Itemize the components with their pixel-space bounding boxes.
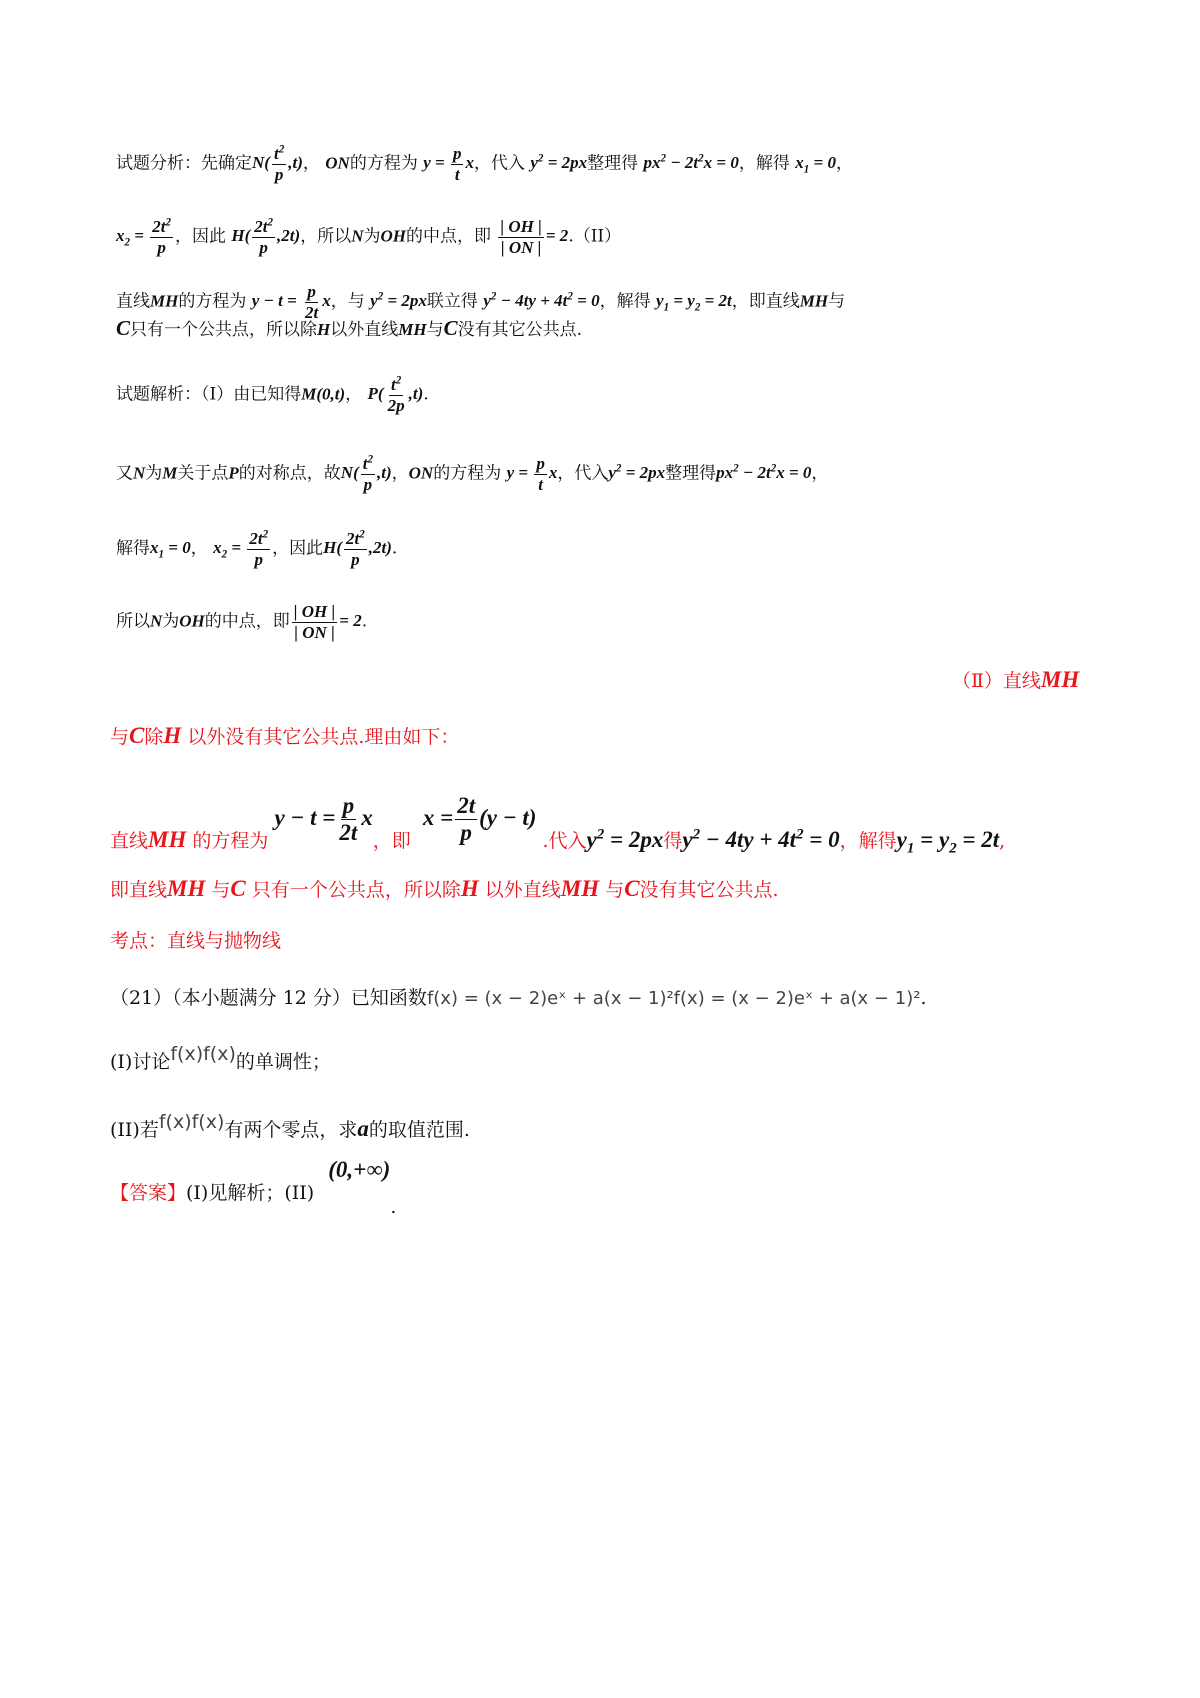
function-image-text: f(x) = (x − 2)eˣ + a(x − 1)²f(x) = (x − 2)eˣ + a(x − 1)² (426, 988, 921, 1009)
analysis-line-2: $x_2$ = $\frac{2t^2}{p}$ ，因此 H( $\frac{2t^2}{p}$ ,2t)，所以N为OH的中点，即 $\frac{| OH |}{| ON |}$ = 2.（II） (116, 216, 622, 257)
question-21-i: (I)讨论f(x)f(x)的单调性； (110, 1043, 331, 1073)
question-21: （21）（本小题满分 12 分）已知函数f(x) = (x − 2)eˣ + a(x − 1)²f(x) = (x − 2)eˣ + a(x − 1)². (110, 987, 927, 1009)
math-on-equation: y = $\frac{p}{t}$ x (423, 144, 474, 184)
part2-line-3: 即直线MH 与C 只有一个公共点，所以除H 以外直线MH 与C没有其它公共点. (110, 876, 779, 901)
analysis-line-1: 试题分析：先确定N( $\frac{t^2}{p}$ ,t)， ON的方程为 y = $\frac{p}{t}$ x，代入 $y^2 = 2px$整理得 $px^2 - 2t^2x = 0$，解得 $x_1 = 0$， (116, 143, 853, 184)
answer-line: 【答案】(I)见解析；(II) (0,+∞). (110, 1157, 397, 1218)
part2-line-1: 与C除H 以外没有其它公共点.理由如下： (110, 723, 460, 748)
solution-line-3: 解得$x_1 = 0$， $x_2$ = $\frac{2t^2}{p}$ ，因此H( $\frac{2t^2}{p}$ ,2t). (116, 528, 398, 569)
solution-line-4: 所以N为OH的中点，即 $\frac{| OH |}{| ON |}$ = 2. (116, 602, 368, 642)
question-21-ii: (II)若f(x)f(x)有两个零点，求a的取值范围. (110, 1111, 470, 1141)
analysis-label: 试题分析：先确定 (116, 153, 252, 174)
part2-heading: （Ⅱ）直线MH (952, 667, 1080, 692)
math-n-point: N( $\frac{t^2}{p}$ ,t) (252, 143, 303, 184)
solution-line-2: 又N为M关于点P的对称点，故N( $\frac{t^2}{p}$ ,t)，ON的方程为 y = $\frac{p}{t}$ x，代入$y^2 = 2px$整理得$px^2 - 2t^2x = 0$， (116, 453, 829, 494)
part2-line-2: 直线MH 的方程为 y − t = $\frac{p}{2t}$ x，即 x = $\frac{2t}{p}$ (y − t) .代入$y^2 = 2px$得$y^2 - 4ty + 4t^2 = 0$，解得$y_1 = y_2 = 2t$, (110, 793, 1006, 857)
kaodian: 考点：直线与抛物线 (110, 930, 282, 952)
solution-line-1: 试题解析：（Ⅰ）由已知得M(0,t)， P( $\frac{t^2}{2p}$ ,t). (116, 374, 429, 415)
analysis-line-3: 直线MH的方程为 y − t = $\frac{p}{2t}$ x，与 $y^2 = 2px$联立得 $y^2 - 4ty + 4t^2 = 0$，解得 $y_1 = y_2 = 2t$，即直线MH与 (116, 282, 846, 322)
analysis-line-4: C只有一个公共点，所以除H以外直线MH与C没有其它公共点. (116, 316, 583, 340)
